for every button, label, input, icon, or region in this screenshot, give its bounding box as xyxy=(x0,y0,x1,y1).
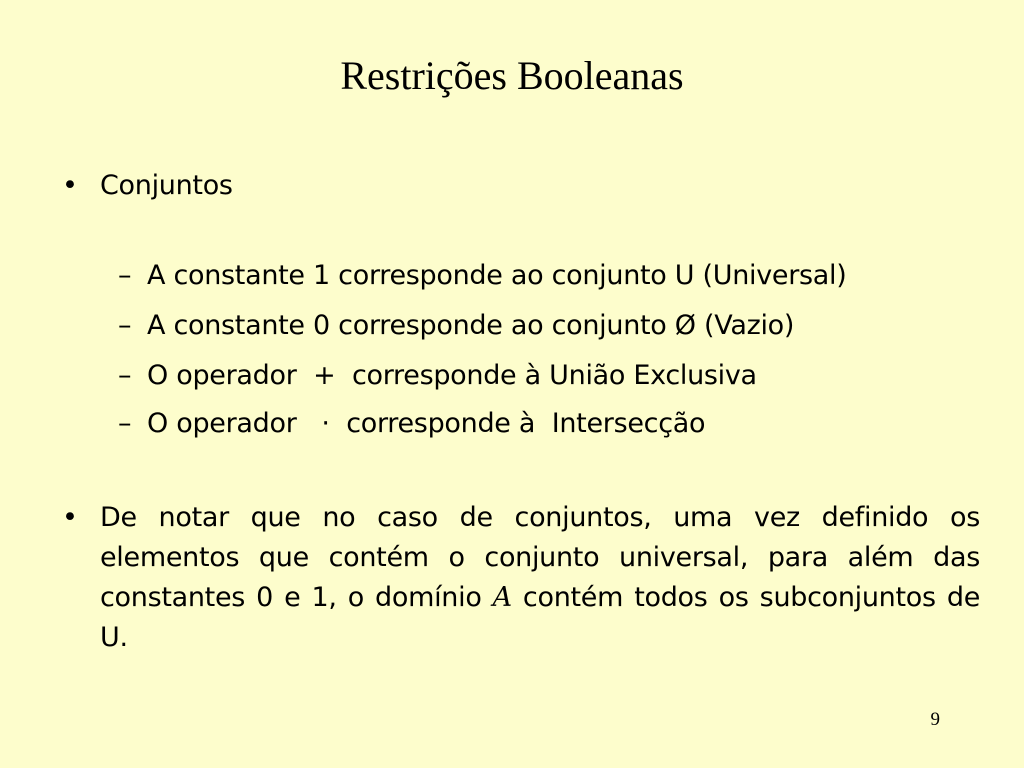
sub-item-operador-interseccao: O operador · corresponde à Intersecção xyxy=(147,408,706,439)
bullet-paragraph-dominio xyxy=(100,498,980,658)
domain-symbol: A xyxy=(492,582,512,613)
sub-item-constante-0: A constante 0 corresponde ao conjunto Ø (Vazio) xyxy=(147,310,795,341)
page-number: 9 xyxy=(930,709,940,730)
sub-item-operador-uniao: O operador + corresponde à União Exclusiva xyxy=(147,360,757,391)
slide-title: Restrições Booleanas xyxy=(340,53,684,98)
sub-bullet-marker: – xyxy=(118,260,132,291)
sub-item-constante-1: A constante 1 corresponde ao conjunto U (Universal) xyxy=(147,260,847,291)
bullet-marker: • xyxy=(62,502,78,533)
sub-bullet-marker: – xyxy=(118,360,132,391)
bullet-marker: • xyxy=(62,170,78,201)
sub-bullet-marker: – xyxy=(118,408,132,439)
sub-bullet-marker: – xyxy=(118,310,132,341)
paragraph-text-before: De notar que no caso de conjuntos, uma vez definido os elementos que contém o conjunto universal, para além das constantes 0 e 1, o domínio xyxy=(100,502,980,613)
paragraph-text-after: contém todos os subconjuntos de U. xyxy=(100,582,981,653)
bullet-text-conjuntos: Conjuntos xyxy=(100,170,233,201)
